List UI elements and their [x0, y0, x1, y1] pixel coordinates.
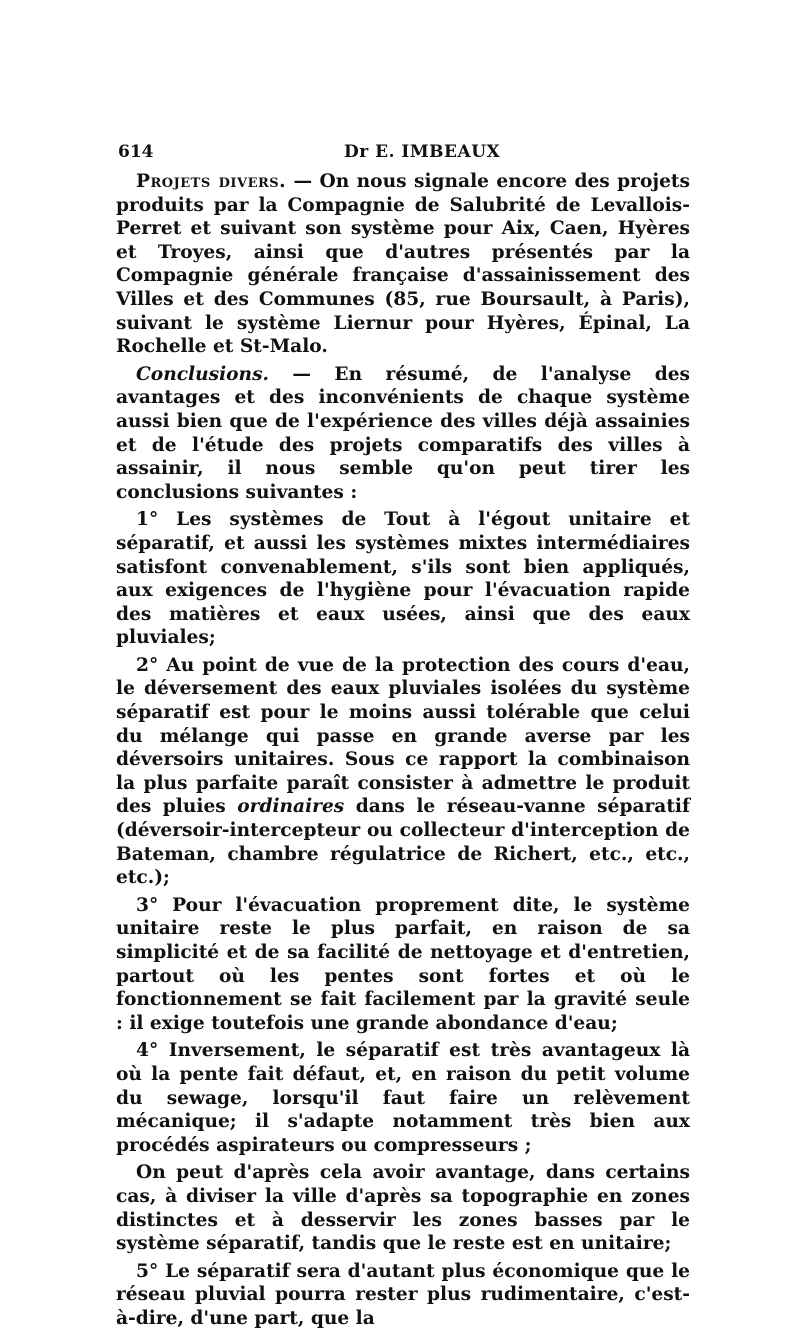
section-lead-projets-divers: Projets divers.	[136, 171, 287, 192]
section-lead-conclusions: Conclusions.	[136, 363, 270, 385]
page-number: 614	[118, 142, 154, 162]
body-text	[116, 170, 690, 1335]
running-head	[118, 142, 690, 166]
paragraph-conclusions: Conclusions. — En résumé, de l'analyse des avantages et des inconvénients de chaque système aussi bien que de l'expérience des villes déjà assainies et de l'étude des projets comparatifs des villes à assainir, il nous semble qu'on peut tirer les conclusions suivantes :	[116, 363, 690, 503]
paragraph-conclusion-1: 1° Les systèmes de Tout à l'égout unitaire et séparatif, et aussi les systèmes mixtes intermédiaires satisfont convenablement, s'ils sont bien appliqués, aux exigences de l'hygiène pour l'évacuation rapide des matières et eaux usées, ainsi que des eaux pluviales;	[116, 509, 690, 649]
paragraph-zones: On peut d'après cela avoir avantage, dans certains cas, à diviser la ville d'après sa topographie en zones distinctes et à desservir les zones basses par le système séparatif, tandis que le reste est en unitaire;	[116, 1162, 690, 1255]
paragraph-conclusion-2: 2° Au point de vue de la protection des cours d'eau, le déversement des eaux pluviales isolées du système séparatif est pour le moins aussi tolérable que celui du mélange qui passe en grande averse par les déversoirs unitaires. Sous ce rapport la combinaison la plus parfaite paraît consister à admettre le produit des pluies ordinaires dans le réseau-vanne séparatif (déversoir-intercepteur ou collecteur d'interception de Bateman, chambre régulatrice de Richert, etc., etc., etc.);	[116, 654, 690, 889]
paragraph-conclusion-5: 5° Le séparatif sera d'autant plus économique que le réseau pluvial pourra rester plus rudimentaire, c'est-à-dire, d'une part, que la	[116, 1260, 690, 1329]
paragraph-conclusion-4: 4° Inversement, le séparatif est très avantageux là où la pente fait défaut, et, en raison du petit volume du sewage, lorsqu'il faut faire un relèvement mécanique; il s'adapte notamment très bien aux procédés aspirateurs ou compresseurs ;	[116, 1040, 690, 1156]
running-head-author: Dr E. IMBEAUX	[344, 142, 501, 162]
paragraph-projets-divers: Projets divers. — On nous signale encore des projets produits par la Compagnie de Salubrité de Levallois-Perret et suivant son système pour Aix, Caen, Hyères et Troyes, ainsi que d'autres présentés par la Compagnie générale française d'assainissement des Villes et des Communes (85, rue Boursault, à Paris), suivant le système Liernur pour Hyères, Épinal, La Rochelle et St-Malo.	[116, 171, 690, 358]
paragraph-conclusion-3: 3° Pour l'évacuation proprement dite, le système unitaire reste le plus parfait, en raison de sa simplicité et de sa facilité de nettoyage et d'entretien, partout où les pentes sont fortes et où le fonctionnement se fait facilement par la gravité seule : il exige toutefois une grande abondance d'eau;	[116, 894, 690, 1034]
